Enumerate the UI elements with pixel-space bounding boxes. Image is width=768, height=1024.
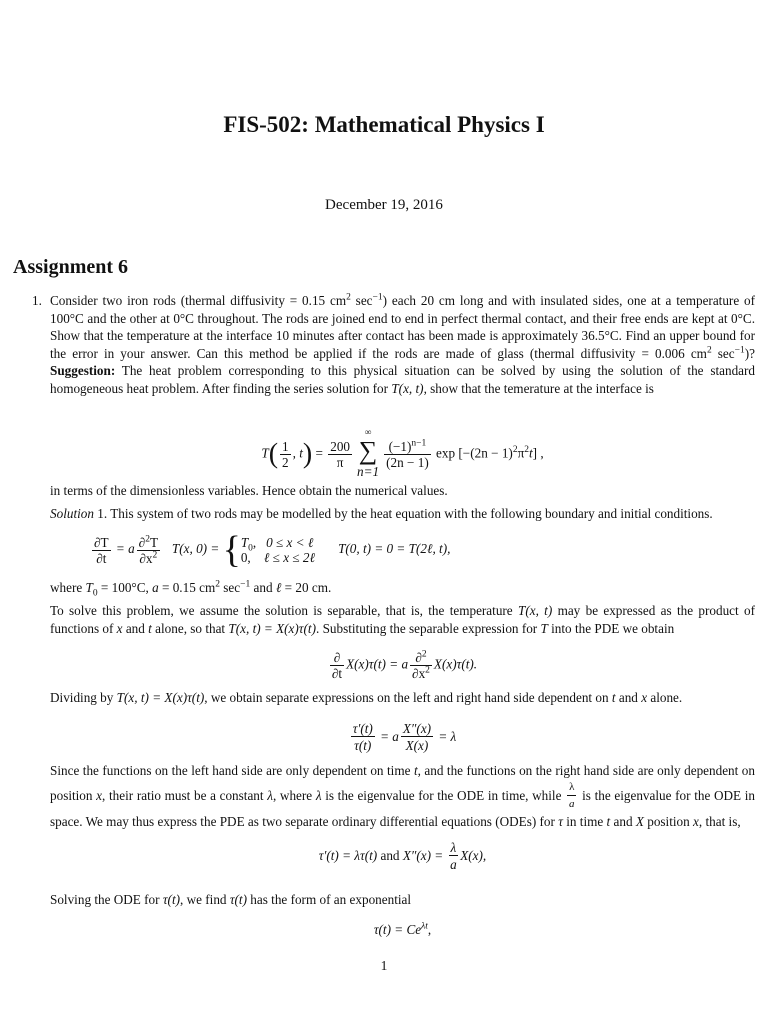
separated-pde: $\frac{\partial}{\partial t}$ X(x)τ(t) = a $\frac{\partial^2}{\partial x^2}$ X(x)τ(t).	[331, 649, 478, 681]
exponential-solution: $\tau(t) = Ce^{\lambda t}$,	[373, 921, 432, 937]
dividing-paragraph: Dividing by T(x, t) = X(x)τ(t), we obtain separate expressions on the left and right hand side dependent on t and x alone.	[50, 690, 683, 705]
solving-paragraph: Solving the ODE for τ(t), we find τ(t) has the form of an exponential	[50, 892, 412, 907]
where-line: where $T_0 = 100^\circ C$, a = 0.15 $cm^2$ $\sec^{-1}$ and ℓ = 20 cm.	[50, 579, 332, 599]
solution-intro: Solution 1. This system of two rods may be modelled by the heat equation with the following boundary and initial conditions.	[50, 506, 713, 521]
eigenvalue-paragraph: Since the functions on the left hand side are only dependent on time t, and the functions on the right hand side are only dependent on position x, their ratio must be a constant λ, where λ is the eigenvalue for the ODE in time, while $\frac{\lambda}{a}$ is the eigenvalue for the ODE in space. We may thus express the PDE as two separate ordinary differential equations (ODEs) for τ in time t and X position x, that is,	[50, 763, 756, 830]
solution-label: Solution	[50, 506, 94, 521]
document-date: December 19, 2016	[325, 197, 443, 213]
ratio-equation: $\frac{\tau'(t)}{\tau(t)} = a$ $\frac{X''(x)}{X(x)} = \lambda$	[352, 721, 457, 753]
problem-number: 1.	[32, 293, 42, 308]
separable-paragraph: To solve this problem, we assume the solution is separable, that is, the temperature T(x, t) may be expressed as the product of functions of x and t alone, so that T(x, t) = X(x)τ(t). Substituting the separable expression for T into the PDE we obtain	[50, 603, 756, 636]
page-number: 1	[380, 958, 388, 973]
document-title: FIS-502: Mathematical Physics I	[223, 112, 545, 137]
series-note: in terms of the dimensionless variables. Hence obtain the numerical values.	[50, 483, 448, 498]
suggestion-label: Suggestion:	[50, 363, 116, 379]
assignment-heading: Assignment 6	[13, 256, 129, 278]
series-equation: T( $\frac{1}{2}$ , t) = $\frac{200}{\pi}$ ∞ ∑ n=1 $\frac{(-1)^{n-1}}{(2n - 1)}$ $\exp [-(2n - 1)^2\pi^2t]$ ,	[261, 428, 544, 479]
boundary-conditions: $\frac{\partial T}{\partial t}$ = a $\frac{\partial^2T}{\partial x^2}$ T(x, 0) = { $T_0$, 0 ≤ x < ℓ 0, ℓ ≤ x ≤ 2ℓ T(0, t) = 0 = T(2ℓ, t),	[94, 529, 451, 571]
ode-pair: τ′(t) = λτ(t) and X″(x) = $\frac{\lambda}{a} X(x)$,	[318, 840, 487, 872]
problem-statement: Consider two iron rods (thermal diffusivity = 0.15 $cm^2$ $\sec^{-1}$) each 20 cm long and with insulated sides, one at a temperature of 100°C and the other at 0°C throughout. The rods are joined end to end in perfect thermal contact, and their free ends are kept at 0°C. Show that the temperature at the interface 10 minutes after contact has been made is approximately 36.5°C. Find an upper bound for the error in your answer. Can this method be applied if the rods are made of glass (thermal diffusivity = 0.006 $cm^2$ $\sec^{-1}$)? Suggestion: The heat problem corresponding to this physical situation can be solved by using the solution of the standard homogeneous heat problem. After finding the series solution for T(x, t), show that the temerature at the interface is	[50, 292, 755, 396]
